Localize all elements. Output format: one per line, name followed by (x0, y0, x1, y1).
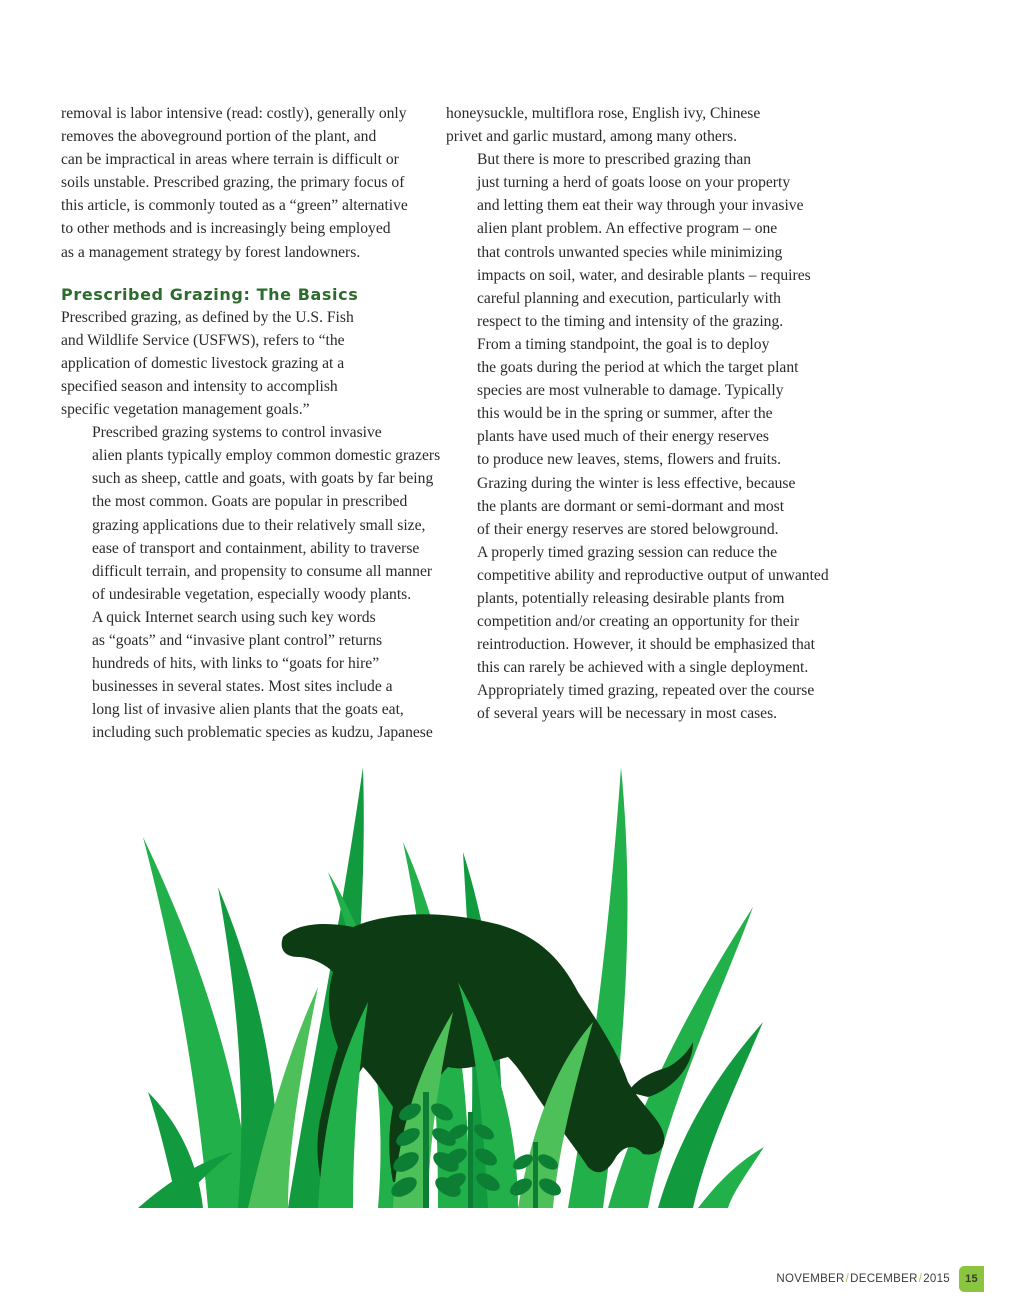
text-line: as “goats” and “invasive plant control” returns (92, 631, 383, 649)
text-line: this would be in the spring or summer, after the (477, 405, 773, 423)
text-line: and letting them eat their way through your invasive (477, 197, 804, 215)
text-line: such as sheep, cattle and goats, with goats by far being (92, 470, 434, 488)
text-line: can be impractical in areas where terrain is difficult or (61, 151, 399, 169)
issue-month-end: DECEMBER (850, 1273, 918, 1285)
text-line: specified season and intensity to accomplish (61, 377, 338, 395)
text-line: competitive ability and reproductive output of unwanted (477, 566, 829, 584)
section-heading: Prescribed Grazing: The Basics (61, 284, 359, 304)
text-line: A properly timed grazing session can reduce the (477, 543, 778, 561)
text-line: the most common. Goats are popular in prescribed (92, 493, 408, 511)
text-line: removes the aboveground portion of the plant, and (61, 128, 377, 146)
text-line: as a management strategy by forest landowners. (61, 243, 361, 261)
text-line: to other methods and is increasingly being employed (61, 220, 391, 238)
text-line: Prescribed grazing, as defined by the U.S. Fish (61, 308, 354, 326)
goat-grazing-illustration (138, 762, 764, 1208)
date-separator: / (918, 1273, 923, 1285)
issue-month-start: NOVEMBER (776, 1273, 845, 1285)
text-line: careful planning and execution, particularly with (477, 289, 781, 307)
text-line: impacts on soil, water, and desirable plants – requires (477, 266, 811, 284)
text-line: soils unstable. Prescribed grazing, the primary focus of (61, 174, 405, 192)
paragraph (446, 333, 818, 541)
text-line: and Wildlife Service (USFWS), refers to “the (61, 331, 345, 349)
text-line: of their energy reserves are stored belowground. (477, 520, 779, 538)
text-line: species are most vulnerable to damage. Typically (477, 382, 784, 400)
text-line: honeysuckle, multiflora rose, English ivy, Chinese (446, 105, 761, 122)
text-line: plants have used much of their energy reserves (477, 428, 769, 446)
date-separator: / (845, 1273, 850, 1285)
text-line: to produce new leaves, stems, flowers and fruits. (477, 451, 781, 469)
text-line: alien plants typically employ common domestic grazers (92, 447, 441, 465)
text-line: alien plant problem. An effective program – one (477, 220, 778, 238)
text-line: application of domestic livestock grazing at a (61, 354, 345, 372)
issue-year: 2015 (923, 1273, 950, 1285)
text-line: Prescribed grazing systems to control invasive (92, 424, 382, 442)
paragraph (446, 541, 829, 726)
text-line: ease of transport and containment, ability to traverse (92, 539, 420, 557)
text-line: reintroduction. However, it should be emphasized that (477, 636, 816, 654)
text-line: of several years will be necessary in most cases. (477, 705, 778, 723)
right-column (446, 102, 829, 726)
text-line: of undesirable vegetation, especially woody plants. (92, 585, 412, 603)
paragraph (61, 606, 433, 745)
paragraph (61, 102, 426, 264)
text-line: Appropriately timed grazing, repeated over the course (477, 682, 815, 700)
paragraph (446, 102, 818, 148)
text-line: From a timing standpoint, the goal is to deploy (477, 335, 770, 353)
text-line: competition and/or creating an opportunity for their (477, 613, 800, 631)
text-line: the plants are dormant or semi-dormant and most (477, 497, 785, 515)
text-line: this article, is commonly touted as a “green” alternative (61, 197, 408, 215)
page-number: 15 (959, 1266, 984, 1292)
text-line: long list of invasive alien plants that the goats eat, (92, 701, 404, 719)
text-line: specific vegetation management goals.” (61, 401, 310, 419)
paragraph (61, 421, 441, 606)
text-line: grazing applications due to their relatively small size, (92, 516, 426, 534)
text-line: But there is more to prescribed grazing than (477, 151, 752, 169)
text-line: Grazing during the winter is less effective, because (477, 474, 796, 492)
text-line: just turning a herd of goats loose on your property (477, 174, 791, 192)
text-line: difficult terrain, and propensity to consume all manner (92, 562, 433, 580)
text-line: this can rarely be achieved with a single deployment. (477, 659, 809, 677)
text-line: including such problematic species as kudzu, Japanese (92, 724, 433, 742)
paragraph (446, 148, 818, 333)
text-line: plants, potentially releasing desirable plants from (477, 589, 785, 607)
text-line: that controls unwanted species while minimizing (477, 243, 783, 261)
text-line: hundreds of hits, with links to “goats for hire” (92, 655, 380, 673)
text-line: businesses in several states. Most sites include a (92, 678, 393, 696)
text-line: privet and garlic mustard, among many others. (446, 128, 738, 146)
paragraph (61, 306, 426, 421)
page-footer (776, 1268, 984, 1290)
left-column (61, 102, 441, 744)
text-line: respect to the timing and intensity of the grazing. (477, 312, 784, 330)
text-line: the goats during the period at which the target plant (477, 359, 799, 377)
text-line: A quick Internet search using such key words (92, 608, 376, 626)
text-line: removal is labor intensive (read: costly), generally only (61, 105, 407, 122)
